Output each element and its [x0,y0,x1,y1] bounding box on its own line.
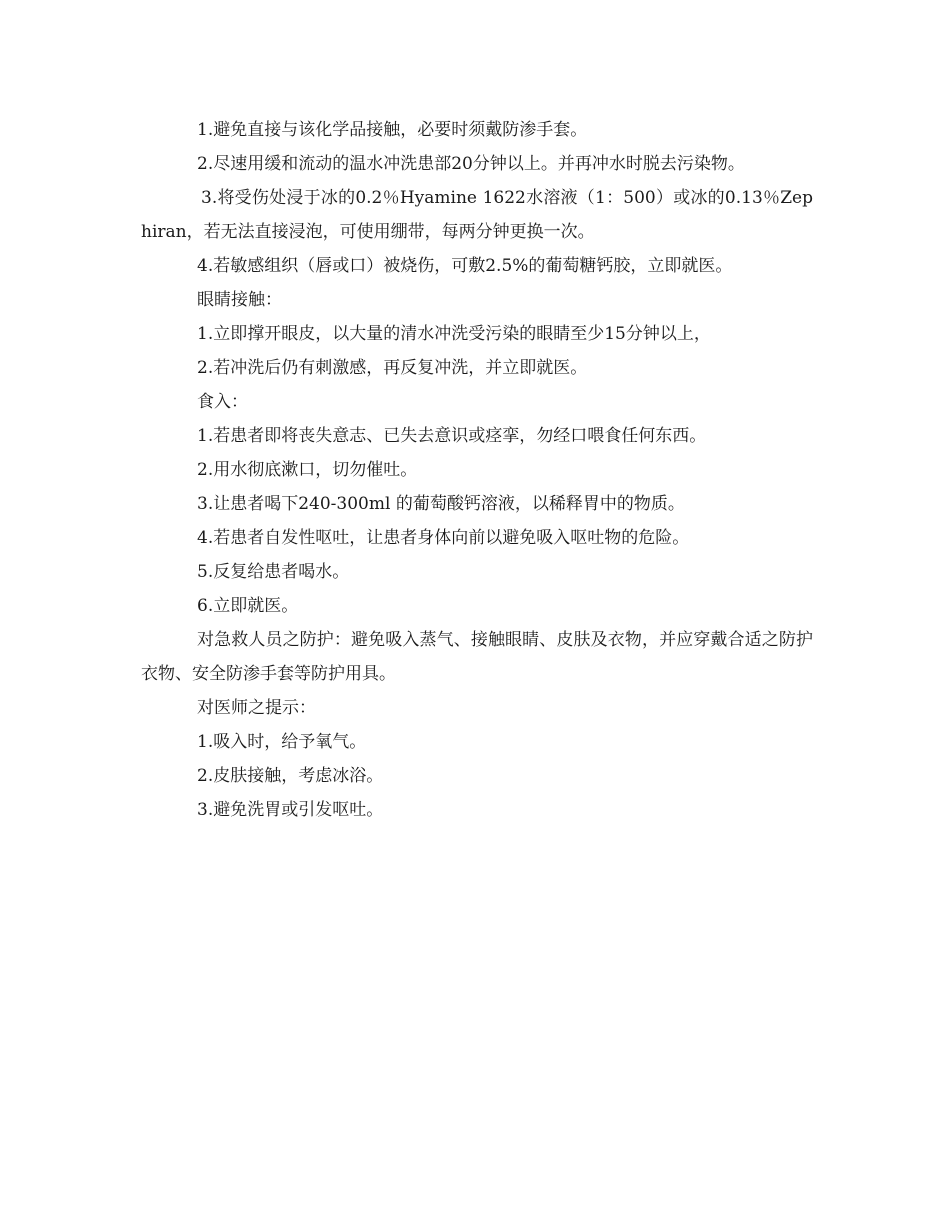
paragraph-ingestion-4: 4.若患者自发性呕吐，让患者身体向前以避免吸入呕吐物的危险。 [197,528,690,548]
paragraph-ingestion-6: 6.立即就医。 [197,596,299,616]
heading-ingestion: 食入： [197,392,248,412]
heading-eye-contact: 眼睛接触： [197,290,282,310]
paragraph-physician-2: 2.皮肤接触，考虑冰浴。 [197,766,384,786]
paragraph-skin-2: 2.尽速用缓和流动的温水冲洗患部20分钟以上。并再冲水时脱去污染物。 [197,154,745,174]
paragraph-eye-1: 1.立即撑开眼皮，以大量的清水冲洗受污染的眼睛至少15分钟以上， [197,324,711,344]
paragraph-ingestion-3: 3.让患者喝下240-300ml 的葡萄酸钙溶液，以稀释胃中的物质。 [197,494,685,514]
paragraph-ingestion-1: 1.若患者即将丧失意志、已失去意识或痉挛，勿经口喂食任何东西。 [197,426,707,446]
document-body [141,113,813,827]
paragraph-physician-1: 1.吸入时，给予氧气。 [197,732,367,752]
paragraph-skin-4: 4.若敏感组织（唇或口）被烧伤，可敷2.5%的葡萄糖钙胶，立即就医。 [197,256,733,276]
paragraph-physician-3: 3.避免洗胃或引发呕吐。 [197,800,384,820]
paragraph-skin-3: 3.将受伤处浸于冰的0.2％Hyamine 1622水溶液（1：500）或冰的0.13％Zephiran，若无法直接浸泡，可使用绷带，每两分钟更换一次。 [141,188,813,242]
paragraph-ingestion-5: 5.反复给患者喝水。 [197,562,350,582]
paragraph-ingestion-2: 2.用水彻底漱口，切勿催吐。 [197,460,418,480]
paragraph-first-aider-protection: 对急救人员之防护：避免吸入蒸气、接触眼睛、皮肤及衣物，并应穿戴合适之防护衣物、安全防渗手套等防护用具。 [141,630,813,684]
paragraph-skin-1: 1.避免直接与该化学品接触，必要时须戴防渗手套。 [197,120,588,140]
paragraph-eye-2: 2.若冲洗后仍有刺激感，再反复冲洗，并立即就医。 [197,358,588,378]
heading-physician-notes: 对医师之提示： [197,698,316,718]
